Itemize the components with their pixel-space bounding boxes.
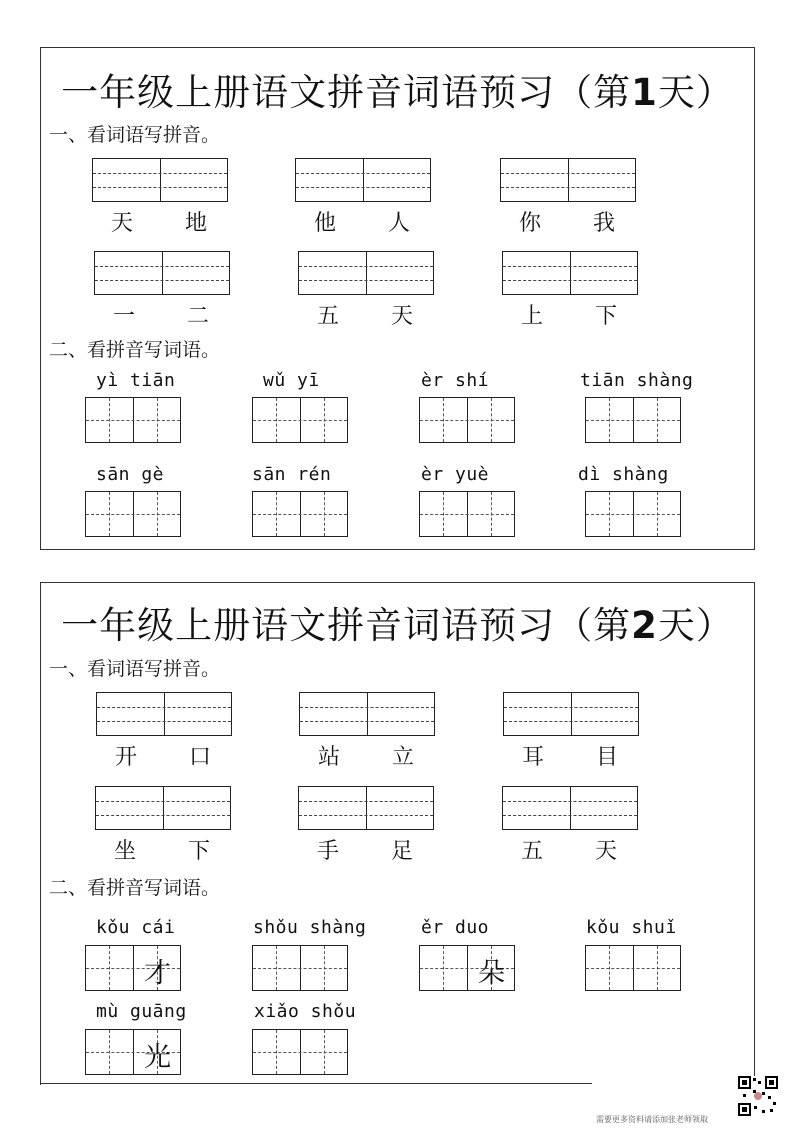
char: 立 — [391, 745, 414, 770]
given-char: 光 — [144, 1042, 171, 1073]
section2-heading: 二、看拼音写词语。 — [49, 877, 221, 899]
word-chars — [95, 834, 231, 862]
title-suffix: 天） — [657, 71, 734, 114]
char-write-grid[interactable] — [585, 945, 681, 991]
pinyin-prompt: xiǎo shǒu — [254, 1001, 357, 1022]
pinyin-write-grid[interactable] — [95, 786, 231, 830]
word-chars — [502, 299, 638, 327]
title-text: 一年级上册语文拼音词语预习（第 — [61, 71, 632, 114]
page-title — [41, 595, 754, 649]
char: 开 — [114, 745, 137, 770]
word-chars — [500, 206, 636, 234]
char: 二 — [186, 304, 209, 329]
pinyin-prompt: dì shàng — [578, 464, 669, 485]
word-chars — [298, 299, 434, 327]
day-number: 2 — [631, 604, 658, 647]
char: 上 — [520, 304, 543, 329]
section2-heading: 二、看拼音写词语。 — [49, 339, 221, 361]
char: 天 — [390, 304, 413, 329]
pinyin-prompt: tiān shàng — [580, 370, 694, 391]
char-write-grid[interactable] — [252, 491, 348, 537]
pinyin-write-grid[interactable] — [96, 692, 232, 736]
char-write-grid[interactable] — [252, 1029, 348, 1075]
given-char: 才 — [144, 958, 171, 989]
char-write-grid[interactable] — [85, 1029, 181, 1075]
given-char: 朵 — [478, 958, 505, 989]
worksheet-day-2 — [40, 582, 755, 1085]
day-number: 1 — [631, 71, 658, 114]
char: 一 — [112, 304, 135, 329]
char: 五 — [520, 839, 543, 864]
char: 耳 — [521, 745, 544, 770]
char: 坐 — [113, 839, 136, 864]
title-text: 一年级上册语文拼音词语预习（第 — [61, 604, 632, 647]
pinyin-prompt: kǒu shuǐ — [586, 917, 677, 938]
page-title — [41, 62, 754, 116]
pinyin-write-grid[interactable] — [92, 158, 228, 202]
char: 他 — [313, 211, 336, 236]
char: 我 — [592, 211, 615, 236]
pinyin-prompt: èr shí — [421, 370, 490, 391]
pinyin-write-grid[interactable] — [94, 251, 230, 295]
pinyin-prompt: mù guāng — [96, 1001, 187, 1022]
pinyin-write-grid[interactable] — [502, 251, 638, 295]
word-chars — [295, 206, 431, 234]
char-write-grid[interactable] — [85, 945, 181, 991]
char: 天 — [594, 839, 617, 864]
word-chars — [92, 206, 228, 234]
char-write-grid[interactable] — [252, 397, 348, 443]
section1-heading: 一、看词语写拼音。 — [49, 658, 221, 680]
char: 五 — [316, 304, 339, 329]
pinyin-prompt: èr yuè — [421, 464, 490, 485]
char-write-grid[interactable] — [85, 397, 181, 443]
word-chars — [298, 834, 434, 862]
char: 足 — [390, 839, 413, 864]
section1-heading: 一、看词语写拼音。 — [49, 124, 221, 146]
word-chars — [94, 299, 230, 327]
char: 手 — [316, 839, 339, 864]
pinyin-prompt: wǔ yī — [263, 370, 320, 391]
pinyin-prompt: shǒu shàng — [253, 917, 367, 938]
char: 你 — [518, 211, 541, 236]
word-chars — [502, 834, 638, 862]
word-chars — [503, 740, 639, 768]
pinyin-write-grid[interactable] — [503, 692, 639, 736]
worksheet-day-1 — [40, 47, 755, 550]
pinyin-write-grid[interactable] — [295, 158, 431, 202]
pinyin-write-grid[interactable] — [500, 158, 636, 202]
char: 人 — [387, 211, 410, 236]
pinyin-prompt: yì tiān — [96, 370, 176, 391]
pinyin-write-grid[interactable] — [298, 251, 434, 295]
char-write-grid[interactable] — [419, 491, 515, 537]
word-chars — [96, 740, 232, 768]
pinyin-prompt: ěr duo — [421, 917, 490, 938]
char: 站 — [317, 745, 340, 770]
pinyin-write-grid[interactable] — [502, 786, 638, 830]
pinyin-write-grid[interactable] — [298, 786, 434, 830]
word-chars — [299, 740, 435, 768]
pinyin-prompt: sān gè — [96, 464, 165, 485]
char: 口 — [188, 745, 211, 770]
title-suffix: 天） — [657, 604, 734, 647]
pinyin-prompt: kǒu cái — [96, 917, 176, 938]
char-write-grid[interactable] — [419, 397, 515, 443]
qr-code-icon — [738, 1076, 778, 1116]
char: 天 — [110, 211, 133, 236]
char: 地 — [184, 211, 207, 236]
char-write-grid[interactable] — [585, 397, 681, 443]
footer-note: 需要更多资料请添加张老师领取 — [596, 1115, 708, 1124]
char-write-grid[interactable] — [585, 491, 681, 537]
char-write-grid[interactable] — [85, 491, 181, 537]
sheet-bottom-rule — [40, 1083, 592, 1084]
pinyin-prompt: sān rén — [252, 464, 332, 485]
char: 下 — [594, 304, 617, 329]
char: 目 — [595, 745, 618, 770]
pinyin-write-grid[interactable] — [299, 692, 435, 736]
char-write-grid[interactable] — [252, 945, 348, 991]
char-write-grid[interactable] — [419, 945, 515, 991]
char: 下 — [187, 839, 210, 864]
